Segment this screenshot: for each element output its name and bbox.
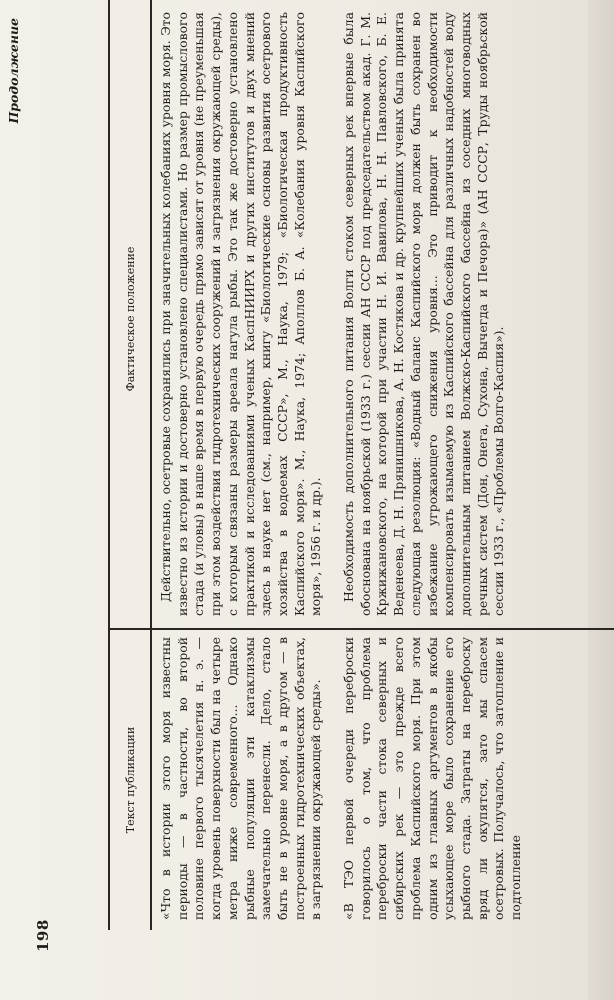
fact-paragraph-1: Действительно, осетровые сохранялись при значительных колебаниях уровня моря. Это известно из истории и достоверно установлено специалистами. Но размер промыслового стада (и уловы) в наше время в первую очередь прямо зависят от уровня (не преуменьшая при этом воздействия гидротехнических сооружений и загрязнения окружающей среды), с которым связаны размеры ареала нагула рыбы. Это так же достоверно установлено практикой и исследованиями ученых КаспНИИРХ и других институтов и двух мнений здесь в науке нет (см., например, книгу «Биологические основы развития осетрового хозяйства в водоемах СССР», М., Наука, 1979; «Биологическая продуктивность Каспийского моря». М., Наука, 1974; Аполлов Б. А. «Колебания уровня Каспийского моря», 1956 г. и др.).: [158, 12, 324, 616]
publication-paragraph-2: «В ТЭО первой очереди переброски говорилось о том, что проблема переброски части стока северных и сибирских рек — это прежде всего проблема Каспийского моря. При этом одним из главных аргументов в якобы усыхающее море было сохранение его рыбного стада. Затраты на переброску вряд ли окупятся, зато мы спасем осетровых. Получалось, что затопление и подтопление: [341, 637, 524, 920]
header-publication-text: Текст публикации: [123, 726, 137, 834]
column-factual-position: [158, 12, 508, 616]
table-column-divider: [108, 629, 614, 631]
column-publication-text: [158, 637, 525, 920]
page-number: 198: [34, 919, 52, 952]
header-factual-position: Фактическое положение: [123, 246, 137, 392]
table-top-rule: [108, 0, 110, 930]
continuation-label: Продолжение: [6, 18, 21, 124]
fact-paragraph-2: Необходимость дополнительного питания Волги стоком северных рек впервые была обоснована на ноябрьской (1933 г.) сессии АН СССР под председательством акад. Г. М. Кржижановского, на которой при участии Н. И. Вавилова, Н. Н. Павловского, Б. Е. Веденеева, Д. Н. Прянишникова, А. Н. Костякова и др. крупнейших ученых была принята следующая резолюция: «Водный баланс Каспийского моря должен быть сохранен во избежание угрожающего снижения уровня... Это приводит к необходимости компенсировать изымаемую из Каспийского бассейна для различных надобностей воду дополнительным питанием Волжско-Каспийского бассейна из соседних многоводных речных систем (Дон, Онега, Сухона, Вычегда и Печора)» (АН СССР, Труды ноябрьской сессии 1933 г., «Проблемы Волго-Каспия»).: [341, 12, 507, 616]
table-header-rule: [150, 0, 152, 930]
publication-paragraph-1: «Что в истории этого моря известны периоды — в частности, во второй половине первого тысячелетия н. э. — когда уровень поверхности был на четыре метра ниже современного... Однако рыбные популяции эти катаклизмы замечательно перенесли. Дело, стало быть не в уровне моря, а в другом — в построенных гидротехнических объектах, в загрязнении окружающей среды».: [158, 637, 324, 920]
